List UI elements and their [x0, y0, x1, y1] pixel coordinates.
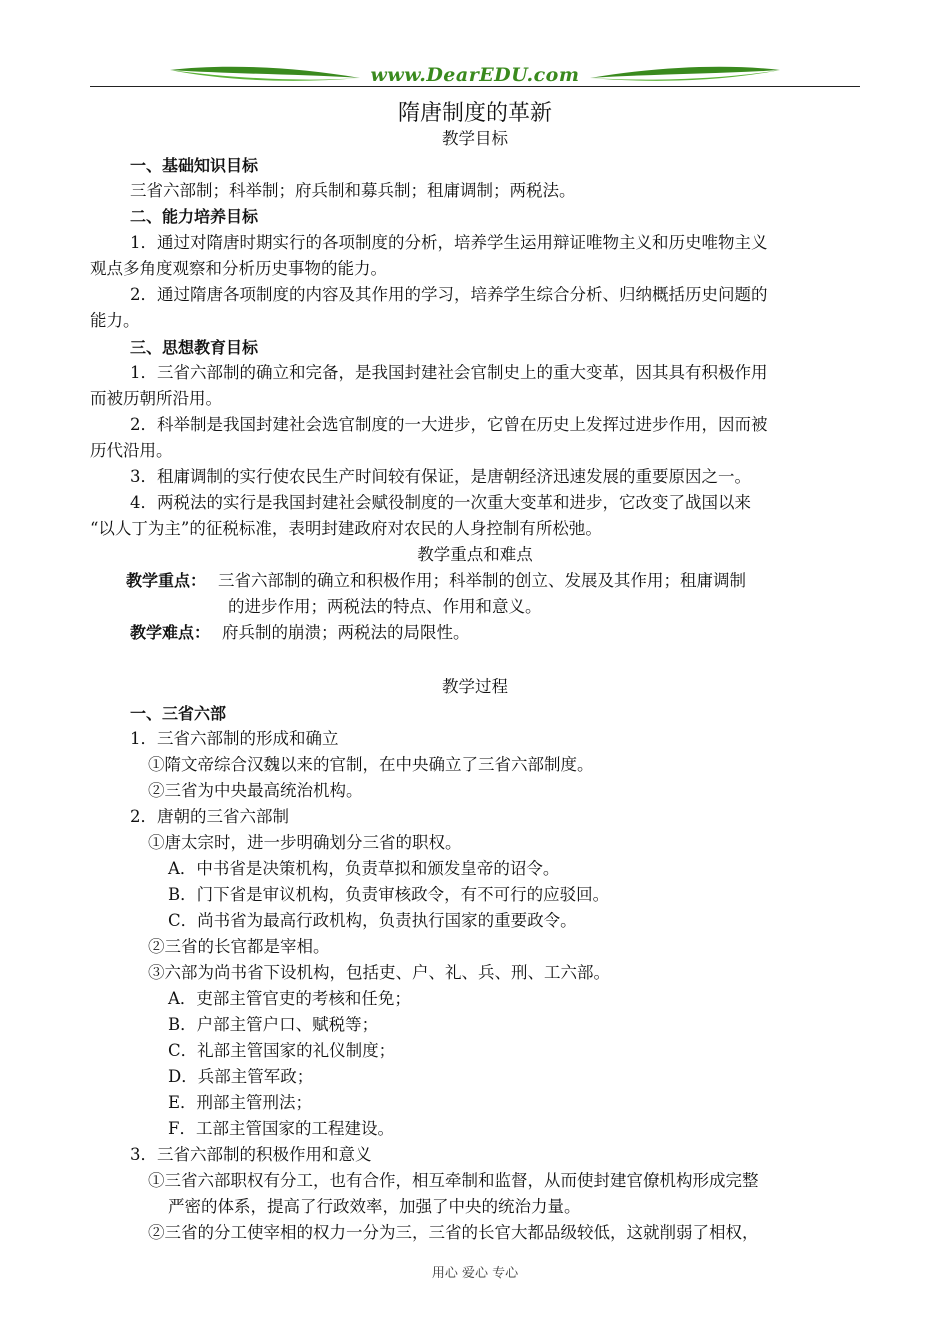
heading-ideology: 三、思想教育目标	[130, 338, 259, 357]
item-1: 1．三省六部制的形成和确立	[130, 729, 339, 748]
item-2-a-B: B．门下省是审议机构，负责审核政令，有不可行的应驳回。	[168, 885, 610, 904]
ideology-p2-line2: 历代沿用。	[90, 441, 173, 460]
item-2-b: ②三省的长官都是宰相。	[148, 937, 330, 956]
item-2-c-A: A．吏部主管官吏的考核和任免；	[168, 989, 411, 1008]
difficulty-label: 教学难点：	[130, 623, 211, 642]
item-2-a-A: A．中书省是决策机构，负责草拟和颁发皇帝的诏令。	[168, 859, 560, 878]
heading-ability: 二、能力培养目标	[130, 207, 259, 226]
ideology-p3: 3．租庸调制的实行使农民生产时间较有保证，是唐朝经济迅速发展的重要原因之一。	[130, 467, 751, 486]
ideology-p4-line2: “以人丁为主”的征税标准，表明封建政府对农民的人身控制有所松弛。	[90, 519, 602, 538]
difficulty-text: 府兵制的崩溃；两税法的局限性。	[222, 623, 470, 642]
ideology-p2-line1: 2．科举制是我国封建社会选官制度的一大进步，它曾在历史上发挥过进步作用，因而被	[130, 415, 768, 434]
item-2-c-C: C．礼部主管国家的礼仪制度；	[168, 1041, 396, 1060]
item-2-c: ③六部为尚书省下设机构，包括吏、户、礼、兵、刑、工六部。	[148, 963, 610, 982]
key-points-label: 教学重点：	[126, 571, 207, 590]
item-3-a-line1: ①三省六部职权有分工，也有合作，相互牵制和监督，从而使封建官僚机构形成完整	[148, 1171, 759, 1190]
section-heading-objectives: 教学目标	[442, 129, 508, 148]
ability-p1-line2: 观点多角度观察和分析历史事物的能力。	[90, 259, 387, 278]
basic-knowledge-text: 三省六部制；科举制；府兵制和募兵制；租庸调制；两税法。	[130, 181, 576, 200]
ability-p2-line1: 2．通过隋唐各项制度的内容及其作用的学习，培养学生综合分析、归纳概括历史问题的	[130, 285, 768, 304]
item-1-b: ②三省为中央最高统治机构。	[148, 781, 363, 800]
item-2-a-C: C．尚书省为最高行政机构，负责执行国家的重要政令。	[168, 911, 577, 930]
page-header	[90, 56, 860, 96]
section-heading-focus: 教学重点和难点	[417, 545, 533, 564]
ideology-p1-line2: 而被历朝所沿用。	[90, 389, 222, 408]
item-2-a: ①唐太宗时，进一步明确划分三省的职权。	[148, 833, 462, 852]
item-2: 2．唐朝的三省六部制	[130, 807, 289, 826]
item-2-c-F: F．工部主管国家的工程建设。	[168, 1119, 394, 1138]
key-points-line1: 三省六部制的确立和积极作用；科举制的创立、发展及其作用；租庸调制	[218, 571, 746, 590]
item-2-c-B: B．户部主管户口、赋税等；	[168, 1015, 379, 1034]
item-3-b: ②三省的分工使宰相的权力一分为三，三省的长官大都品级较低，这就削弱了相权，	[148, 1223, 759, 1242]
document-title: 隋唐制度的革新	[397, 101, 552, 126]
item-2-c-E: E．刑部主管刑法；	[168, 1093, 313, 1112]
ideology-p1-line1: 1．三省六部制的确立和完备，是我国封建社会官制史上的重大变革，因其具有积极作用	[130, 363, 768, 382]
heading-basic-knowledge: 一、基础知识目标	[130, 156, 259, 175]
ability-p2-line2: 能力。	[90, 311, 140, 330]
ideology-p4-line1: 4．两税法的实行是我国封建社会赋役制度的一次重大变革和进步，它改变了战国以来	[130, 493, 751, 512]
item-1-a: ①隋文帝综合汉魏以来的官制，在中央确立了三省六部制度。	[148, 755, 594, 774]
ability-p1-line1: 1．通过对隋唐时期实行的各项制度的分析，培养学生运用辩证唯物主义和历史唯物主义	[130, 233, 768, 252]
page-footer: 用心 爱心 专心	[431, 1266, 519, 1281]
key-points-line2: 的进步作用；两税法的特点、作用和意义。	[228, 597, 542, 616]
heading-three-departments: 一、三省六部	[130, 704, 227, 723]
header-divider	[90, 86, 860, 87]
item-3-a-line2: 严密的体系，提高了行政效率，加强了中央的统治力量。	[168, 1197, 581, 1216]
site-logo-text[interactable]: www.DearEDU.com	[370, 64, 580, 86]
item-2-c-D: D．兵部主管军政；	[168, 1067, 314, 1086]
item-3: 3．三省六部制的积极作用和意义	[130, 1145, 372, 1164]
section-heading-process: 教学过程	[442, 677, 508, 696]
